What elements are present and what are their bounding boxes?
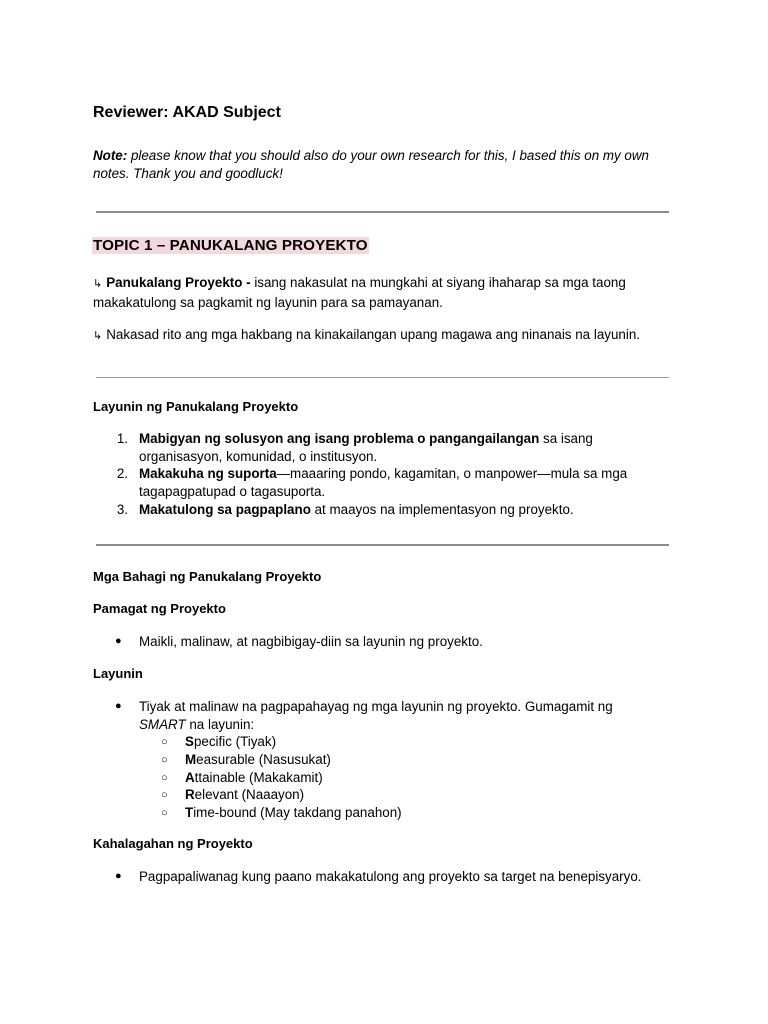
section-heading-layunin: Layunin ng Panukalang Proyekto	[93, 399, 299, 414]
definition-paragraph	[93, 274, 683, 311]
topic-heading: TOPIC 1 – PANUKALANG PROYEKTO	[93, 237, 368, 254]
section-heading-bahagi: Mga Bahagi ng Panukalang Proyekto	[93, 569, 322, 584]
circle-bullet-icon: ○	[161, 772, 168, 784]
definition-text: isang nakasulat na mungkahi at siyang ihaharap sa mga taong makakatulong sa pagkamit ng layunin para sa pamayanan.	[93, 275, 626, 310]
bullet-icon: ●	[115, 870, 122, 882]
list-item-bold: Makatulong sa pagpaplano	[139, 502, 311, 517]
smart-text: elevant (Naaayon)	[194, 787, 305, 802]
document-title: Reviewer: AKAD Subject	[93, 104, 281, 121]
subheading-pamagat: Pamagat ng Proyekto	[93, 601, 226, 616]
arrow-icon: ↳	[93, 278, 103, 290]
bullet-icon: ●	[115, 635, 122, 647]
smart-text: easurable (Nasusukat)	[196, 752, 331, 767]
steps-text: Nakasad rito ang mga hakbang na kinakailangan upang magawa ang ninanais na layunin.	[106, 327, 640, 342]
list-item-text	[139, 465, 679, 500]
sub-list-item	[185, 804, 402, 822]
circle-bullet-icon: ○	[161, 789, 168, 801]
smart-text: ttainable (Makakamit)	[194, 770, 323, 785]
list-item-rest: —maaaring pondo, kagamitan, o manpower—mula sa mga	[276, 466, 628, 481]
list-number: 3.	[116, 502, 128, 517]
steps-paragraph	[93, 326, 693, 346]
note-paragraph	[93, 147, 673, 183]
sub-list-item	[185, 786, 304, 804]
subheading-layunin: Layunin	[93, 666, 143, 681]
smart-letter: S	[185, 734, 194, 749]
note-text: please know that you should also do your own research for this, I based this on my own notes. Thank you and goodluck!	[93, 148, 649, 181]
smart-letter: T	[185, 805, 194, 820]
sub-list-item	[185, 769, 323, 787]
circle-bullet-icon: ○	[161, 754, 168, 766]
bullet-item	[93, 698, 693, 823]
bullet-text: Pagpapaliwanag kung paano makakatulong ang proyekto sa target na benepisyaryo.	[139, 869, 642, 884]
subheading-kahalagahan: Kahalagahan ng Proyekto	[93, 836, 253, 851]
circle-bullet-icon: ○	[161, 807, 168, 819]
list-number: 2.	[116, 466, 128, 481]
list-item-bold: Mabigyan ng solusyon ang isang problema o pangangailangan	[139, 431, 540, 446]
smart-letter: M	[185, 752, 197, 767]
list-item-text	[139, 501, 679, 519]
smart-italic: SMART	[139, 716, 186, 732]
note-label: Note:	[93, 148, 128, 163]
list-item-text	[139, 430, 679, 465]
bullet-icon: ●	[115, 700, 122, 712]
numbered-list	[93, 430, 693, 525]
bullet-text-line: Tiyak at malinaw na pagpapahayag ng mga layunin ng proyekto. Gumagamit ng	[139, 699, 613, 714]
list-number: 1.	[116, 431, 128, 446]
divider	[96, 211, 669, 213]
smart-letter: A	[185, 770, 195, 785]
topic-heading-wrap	[92, 236, 369, 255]
list-item-rest: at maayos na implementasyon ng proyekto.	[310, 502, 574, 517]
list-item-rest: tagapagpatupad o tagasuporta.	[139, 483, 326, 499]
divider	[96, 544, 669, 546]
bullet-text: Maikli, malinaw, at nagbibigay-diin sa layunin ng proyekto.	[139, 634, 483, 649]
smart-text: ime-bound (May takdang panahon)	[193, 805, 402, 820]
divider	[96, 377, 669, 378]
sub-list-item	[185, 733, 276, 751]
circle-bullet-icon: ○	[161, 736, 168, 748]
list-item-rest: organisasyon, komunidad, o institusyon.	[139, 448, 378, 464]
list-item-bold: Makakuha ng suporta	[139, 466, 277, 481]
list-item-rest: sa isang	[539, 431, 593, 446]
definition-term: Panukalang Proyekto -	[106, 275, 251, 290]
smart-text: pecific (Tiyak)	[193, 734, 277, 749]
smart-letter: R	[185, 787, 195, 802]
bullet-text-line: na layunin:	[185, 716, 255, 732]
arrow-icon: ↳	[93, 330, 103, 342]
bullet-text	[139, 698, 689, 733]
sub-list-item	[185, 751, 331, 769]
